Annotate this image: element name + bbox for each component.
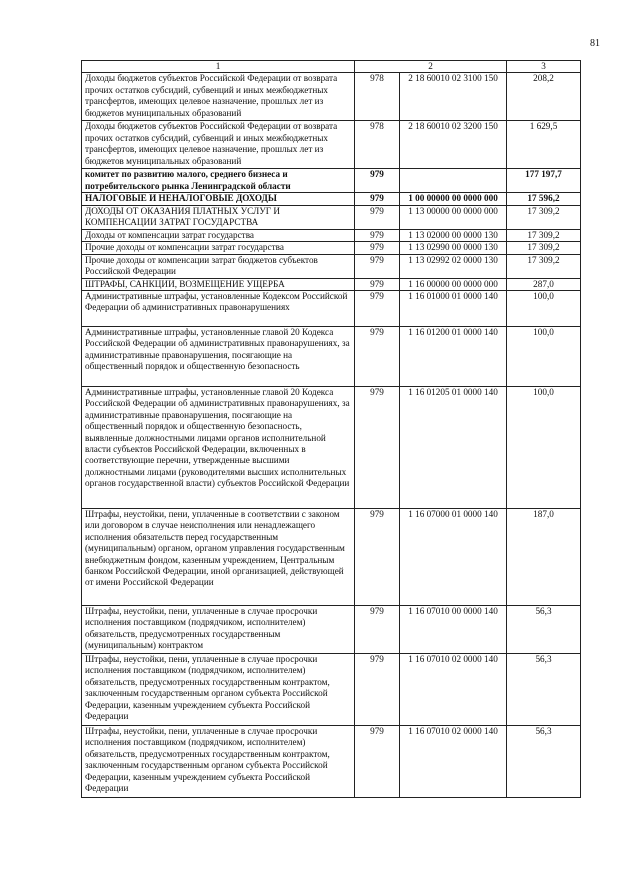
row-admin-code: 979 <box>355 242 400 254</box>
table-row <box>82 254 581 278</box>
row-budget-code: 2 18 60010 02 3200 150 <box>400 121 507 169</box>
row-amount: 187,0 <box>507 509 581 606</box>
table-row <box>82 606 581 654</box>
row-admin-code: 979 <box>355 229 400 241</box>
row-amount: 208,2 <box>507 73 581 121</box>
row-budget-code: 1 00 00000 00 0000 000 <box>400 193 507 205</box>
table-row <box>82 654 581 726</box>
table-row <box>82 327 581 387</box>
row-admin-code: 979 <box>355 193 400 205</box>
row-budget-code: 1 13 02990 00 0000 130 <box>400 242 507 254</box>
row-admin-code: 979 <box>355 726 400 798</box>
row-admin-code: 979 <box>355 205 400 229</box>
row-amount: 17 309,2 <box>507 229 581 241</box>
row-name: НАЛОГОВЫЕ И НЕНАЛОГОВЫЕ ДОХОДЫ <box>82 193 355 205</box>
table-row <box>82 242 581 254</box>
table-row <box>82 509 581 606</box>
row-name: Доходы от компенсации затрат государства <box>82 229 355 241</box>
row-name: Прочие доходы от компенсации затрат государства <box>82 242 355 254</box>
row-name: Доходы бюджетов субъектов Российской Федерации от возврата прочих остатков субсидий, субвенций и иных межбюджетных трансфертов, имеющих целевое назначение, прошлых лет из бюджетов муниципальных образований <box>82 73 355 121</box>
row-admin-code: 979 <box>355 169 400 193</box>
table-row <box>82 229 581 241</box>
row-amount: 177 197,7 <box>507 169 581 193</box>
row-amount: 17 309,2 <box>507 205 581 229</box>
row-budget-code: 1 16 07010 00 0000 140 <box>400 606 507 654</box>
row-amount: 100,0 <box>507 291 581 327</box>
table-row <box>82 73 581 121</box>
row-name: ШТРАФЫ, САНКЦИИ, ВОЗМЕЩЕНИЕ УЩЕРБА <box>82 278 355 290</box>
table-header-row <box>82 61 581 73</box>
table-row <box>82 278 581 290</box>
table-row <box>82 291 581 327</box>
row-amount: 56,3 <box>507 606 581 654</box>
row-name: Штрафы, неустойки, пени, уплаченные в случае просрочки исполнения поставщиком (подрядчиком, исполнителем) обязательств, предусмотренных государственным контрактом, заключенным государственным органом субъекта Российской Федерации, казенным учреждением субъекта Российской Федерации <box>82 654 355 726</box>
row-admin-code: 979 <box>355 291 400 327</box>
row-admin-code: 978 <box>355 121 400 169</box>
row-admin-code: 979 <box>355 254 400 278</box>
page-number: 81 <box>590 38 600 49</box>
table-row <box>82 205 581 229</box>
header-col-2: 2 <box>355 61 507 73</box>
row-budget-code: 1 16 07000 01 0000 140 <box>400 509 507 606</box>
row-admin-code: 979 <box>355 327 400 387</box>
row-budget-code: 1 16 00000 00 0000 000 <box>400 278 507 290</box>
row-admin-code: 979 <box>355 278 400 290</box>
row-budget-code: 1 16 01205 01 0000 140 <box>400 387 507 509</box>
row-budget-code <box>400 169 507 193</box>
row-admin-code: 979 <box>355 509 400 606</box>
row-name: Штрафы, неустойки, пени, уплаченные в случае просрочки исполнения поставщиком (подрядчиком, исполнителем) обязательств, предусмотренных государственным контрактом, заключенным государственным органом субъекта Российской Федерации, казенным учреждением субъекта Российской Федерации <box>82 726 355 798</box>
row-amount: 17 309,2 <box>507 242 581 254</box>
table-row <box>82 193 581 205</box>
table-row <box>82 726 581 798</box>
row-admin-code: 979 <box>355 606 400 654</box>
row-amount: 100,0 <box>507 387 581 509</box>
row-name: Административные штрафы, установленные главой 20 Кодекса Российской Федерации об административных правонарушениях, за административные правонарушения, посягающие на общественный порядок и общественную безопасность <box>82 327 355 387</box>
table-row <box>82 169 581 193</box>
row-budget-code: 1 13 02000 00 0000 130 <box>400 229 507 241</box>
row-admin-code: 979 <box>355 654 400 726</box>
header-col-3: 3 <box>507 61 581 73</box>
row-amount: 17 596,2 <box>507 193 581 205</box>
row-name: комитет по развитию малого, среднего бизнеса и потребительского рынка Ленинградской области <box>82 169 355 193</box>
table-row <box>82 121 581 169</box>
row-name: Административные штрафы, установленные главой 20 Кодекса Российской Федерации об административных правонарушениях, за административные правонарушения, посягающие на общественный порядок и общественную безопасность, выявленные должностными лицами органов исполнительной власти субъектов Российской Федерации, включенных в соответствующие перечни, утвержденные высшими должностными лицами (руководителями высших исполнительных органов государственной власти) субъектов Российской Федерации <box>82 387 355 509</box>
row-name: ДОХОДЫ ОТ ОКАЗАНИЯ ПЛАТНЫХ УСЛУГ И КОМПЕНСАЦИИ ЗАТРАТ ГОСУДАРСТВА <box>82 205 355 229</box>
row-admin-code: 978 <box>355 73 400 121</box>
row-budget-code: 1 13 00000 00 0000 000 <box>400 205 507 229</box>
row-name: Доходы бюджетов субъектов Российской Федерации от возврата прочих остатков субсидий, субвенций и иных межбюджетных трансфертов, имеющих целевое назначение, прошлых лет из бюджетов муниципальных образований <box>82 121 355 169</box>
budget-revenue-table <box>81 60 581 798</box>
row-budget-code: 1 16 07010 02 0000 140 <box>400 654 507 726</box>
row-name: Административные штрафы, установленные Кодексом Российской Федерации об административных правонарушениях <box>82 291 355 327</box>
row-amount: 56,3 <box>507 654 581 726</box>
row-name: Штрафы, неустойки, пени, уплаченные в соответствии с законом или договором в случае неисполнения или ненадлежащего исполнения обязательств перед государственным (муниципальным) органом, органом управления государственным внебюджетным фондом, казенным учреждением, Центральным банком Российской Федерации, иной организацией, действующей от имени Российской Федерации <box>82 509 355 606</box>
row-admin-code: 979 <box>355 387 400 509</box>
row-name: Прочие доходы от компенсации затрат бюджетов субъектов Российской Федерации <box>82 254 355 278</box>
row-amount: 287,0 <box>507 278 581 290</box>
row-budget-code: 2 18 60010 02 3100 150 <box>400 73 507 121</box>
row-amount: 56,3 <box>507 726 581 798</box>
row-budget-code: 1 16 01200 01 0000 140 <box>400 327 507 387</box>
row-amount: 17 309,2 <box>507 254 581 278</box>
row-amount: 1 629,5 <box>507 121 581 169</box>
row-budget-code: 1 16 01000 01 0000 140 <box>400 291 507 327</box>
table-row <box>82 387 581 509</box>
row-name: Штрафы, неустойки, пени, уплаченные в случае просрочки исполнения поставщиком (подрядчиком, исполнителем) обязательств, предусмотренных государственным (муниципальным) контрактом <box>82 606 355 654</box>
row-amount: 100,0 <box>507 327 581 387</box>
header-col-1: 1 <box>82 61 355 73</box>
row-budget-code: 1 13 02992 02 0000 130 <box>400 254 507 278</box>
row-budget-code: 1 16 07010 02 0000 140 <box>400 726 507 798</box>
